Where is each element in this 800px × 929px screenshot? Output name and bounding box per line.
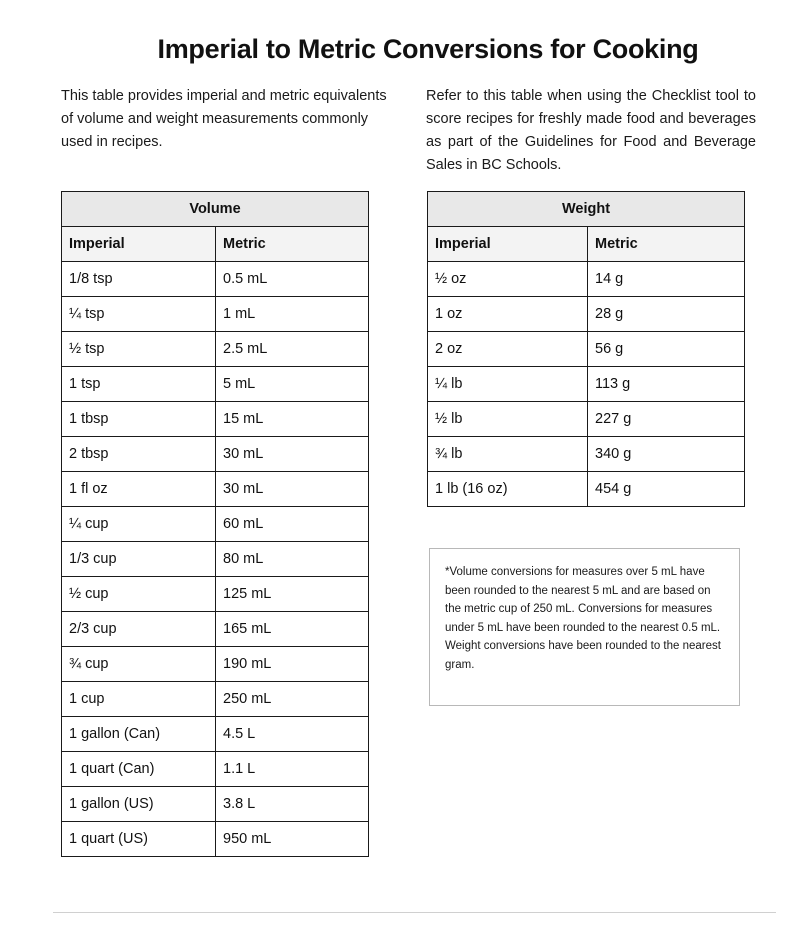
weight-imperial-cell: ¾ lb bbox=[428, 437, 588, 472]
volume-metric-cell: 3.8 L bbox=[216, 787, 369, 822]
volume-row bbox=[62, 612, 369, 647]
volume-metric-cell: 30 mL bbox=[216, 437, 369, 472]
volume-imperial-cell: ¼ tsp bbox=[62, 297, 216, 332]
weight-metric-cell: 227 g bbox=[588, 402, 745, 437]
volume-imperial-cell: 2/3 cup bbox=[62, 612, 216, 647]
weight-row bbox=[428, 332, 745, 367]
volume-row bbox=[62, 822, 369, 857]
volume-imperial-cell: ¼ cup bbox=[62, 507, 216, 542]
weight-metric-cell: 28 g bbox=[588, 297, 745, 332]
volume-row bbox=[62, 332, 369, 367]
volume-metric-cell: 80 mL bbox=[216, 542, 369, 577]
weight-imperial-cell: ¼ lb bbox=[428, 367, 588, 402]
volume-metric-cell: 15 mL bbox=[216, 402, 369, 437]
volume-imperial-cell: 1/3 cup bbox=[62, 542, 216, 577]
weight-row bbox=[428, 297, 745, 332]
weight-header-imperial: Imperial bbox=[428, 227, 588, 262]
volume-imperial-cell: 1 tsp bbox=[62, 367, 216, 402]
weight-metric-cell: 14 g bbox=[588, 262, 745, 297]
volume-metric-cell: 1 mL bbox=[216, 297, 369, 332]
volume-row bbox=[62, 262, 369, 297]
weight-row bbox=[428, 262, 745, 297]
volume-imperial-cell: 1 quart (Can) bbox=[62, 752, 216, 787]
volume-metric-cell: 950 mL bbox=[216, 822, 369, 857]
volume-metric-cell: 1.1 L bbox=[216, 752, 369, 787]
weight-row bbox=[428, 437, 745, 472]
weight-metric-cell: 454 g bbox=[588, 472, 745, 507]
volume-table bbox=[61, 191, 369, 857]
volume-row bbox=[62, 402, 369, 437]
volume-imperial-cell: 1 gallon (US) bbox=[62, 787, 216, 822]
weight-row bbox=[428, 472, 745, 507]
volume-imperial-cell: 1 gallon (Can) bbox=[62, 717, 216, 752]
volume-imperial-cell: 2 tbsp bbox=[62, 437, 216, 472]
volume-row bbox=[62, 367, 369, 402]
volume-imperial-cell: ¾ cup bbox=[62, 647, 216, 682]
weight-row bbox=[428, 367, 745, 402]
volume-metric-cell: 125 mL bbox=[216, 577, 369, 612]
volume-imperial-cell: 1 cup bbox=[62, 682, 216, 717]
volume-row bbox=[62, 297, 369, 332]
footer-divider bbox=[53, 912, 776, 913]
volume-imperial-cell: 1 tbsp bbox=[62, 402, 216, 437]
volume-metric-cell: 165 mL bbox=[216, 612, 369, 647]
weight-table-body bbox=[428, 262, 745, 507]
volume-imperial-cell: ½ cup bbox=[62, 577, 216, 612]
volume-row bbox=[62, 542, 369, 577]
rounding-note: *Volume conversions for measures over 5 mL have been rounded to the nearest 5 mL and are based on the metric cup of 250 mL. Conversions for measures under 5 mL have been rounded to the nearest 0.5 mL. Weight conversions have been rounded to the nearest gram. bbox=[429, 548, 740, 706]
volume-row bbox=[62, 682, 369, 717]
volume-row bbox=[62, 717, 369, 752]
volume-imperial-cell: 1 quart (US) bbox=[62, 822, 216, 857]
volume-row bbox=[62, 472, 369, 507]
volume-metric-cell: 0.5 mL bbox=[216, 262, 369, 297]
volume-metric-cell: 60 mL bbox=[216, 507, 369, 542]
weight-row bbox=[428, 402, 745, 437]
volume-imperial-cell: 1 fl oz bbox=[62, 472, 216, 507]
weight-imperial-cell: ½ lb bbox=[428, 402, 588, 437]
weight-imperial-cell: 1 lb (16 oz) bbox=[428, 472, 588, 507]
intro-paragraph-right: Refer to this table when using the Checklist tool to score recipes for freshly made food and beverages as part of the Guidelines for Food and Beverage Sales in BC Schools. bbox=[426, 88, 756, 173]
volume-header-metric: Metric bbox=[216, 227, 369, 262]
weight-imperial-cell: 1 oz bbox=[428, 297, 588, 332]
weight-metric-cell: 56 g bbox=[588, 332, 745, 367]
volume-row bbox=[62, 752, 369, 787]
weight-table-caption: Weight bbox=[428, 192, 745, 227]
weight-imperial-cell: 2 oz bbox=[428, 332, 588, 367]
weight-imperial-cell: ½ oz bbox=[428, 262, 588, 297]
page-title: Imperial to Metric Conversions for Cooking bbox=[157, 34, 699, 64]
weight-header-metric: Metric bbox=[588, 227, 745, 262]
volume-row bbox=[62, 577, 369, 612]
volume-row bbox=[62, 787, 369, 822]
volume-row bbox=[62, 507, 369, 542]
volume-table-caption: Volume bbox=[62, 192, 369, 227]
weight-metric-cell: 113 g bbox=[588, 367, 745, 402]
weight-table bbox=[427, 191, 745, 507]
volume-header-imperial: Imperial bbox=[62, 227, 216, 262]
volume-metric-cell: 250 mL bbox=[216, 682, 369, 717]
volume-metric-cell: 4.5 L bbox=[216, 717, 369, 752]
volume-metric-cell: 2.5 mL bbox=[216, 332, 369, 367]
volume-metric-cell: 5 mL bbox=[216, 367, 369, 402]
volume-metric-cell: 190 mL bbox=[216, 647, 369, 682]
volume-metric-cell: 30 mL bbox=[216, 472, 369, 507]
volume-row bbox=[62, 437, 369, 472]
weight-metric-cell: 340 g bbox=[588, 437, 745, 472]
volume-row bbox=[62, 647, 369, 682]
volume-imperial-cell: ½ tsp bbox=[62, 332, 216, 367]
intro-paragraph-left: This table provides imperial and metric equivalents of volume and weight measurements commonly used in recipes. bbox=[61, 88, 387, 150]
volume-table-body bbox=[62, 262, 369, 857]
volume-imperial-cell: 1/8 tsp bbox=[62, 262, 216, 297]
